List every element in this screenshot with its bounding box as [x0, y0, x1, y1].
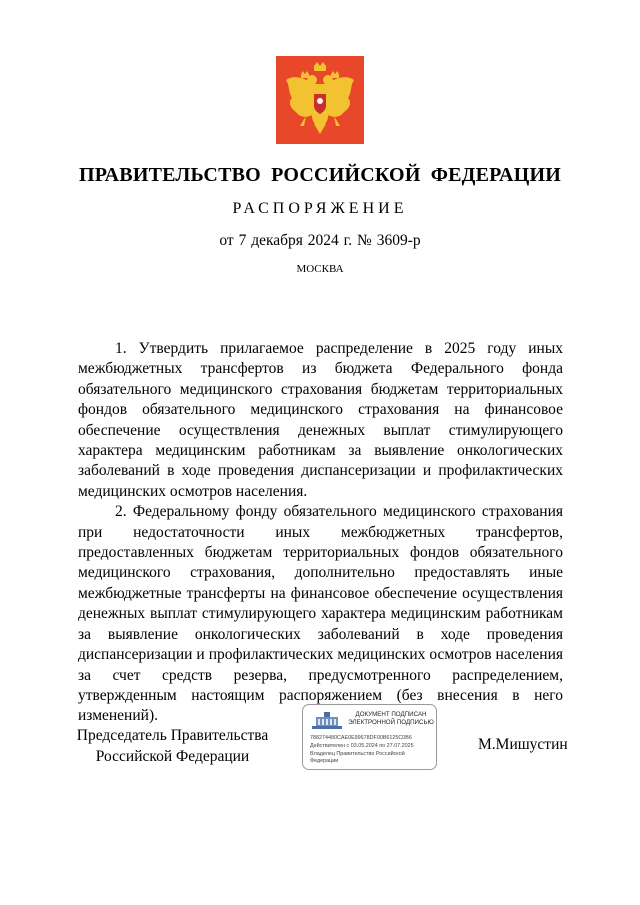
stamp-title: [347, 711, 435, 726]
document-type: РАСПОРЯЖЕНИЕ: [232, 200, 408, 217]
stamp-title-line-2: ЭЛЕКТРОННОЙ ПОДПИСЬЮ: [348, 718, 434, 726]
signatory-position-line-1: Председатель Правительства: [76, 727, 269, 744]
stamp-owner-line-2: Федерации: [310, 758, 339, 764]
paragraph-1: 1. Утвердить прилагаемое распределение в 2025 году иных межбюджетных трансфертов из бюджета Федерального фонда обязательного медицинского страхования бюджетам территориальных фондов обязательного медицинского страхования на финансовое обеспечение осуществления денежных выплат стимулирующего характера медицинским работникам за выявление онкологических заболеваний в ходе проведения диспансеризации и профилактических медицинских осмотров населения.: [78, 340, 563, 500]
stamp-title-line-1: ДОКУМЕНТ ПОДПИСАН: [355, 711, 427, 718]
signatory-position: [75, 725, 270, 767]
government-building-icon: [311, 710, 343, 730]
stamp-certificate: 788274480CAE0E99678DF00B6125C0B6: [310, 735, 412, 741]
signatory-position-line-2: Российской Федерации: [95, 748, 250, 765]
stamp-validity: Действителен с 03.05.2024 по 27.07.2025: [310, 743, 414, 749]
electronic-signature-stamp: [302, 704, 437, 770]
signatory-name: М.Мишустин: [478, 736, 568, 753]
document-body: [78, 339, 563, 727]
document-date-number: от 7 декабря 2024 г. № 3609-р: [219, 232, 421, 249]
coat-of-arms-icon: [276, 56, 364, 144]
stamp-owner-line-1: Владелец Правительство Российской: [310, 751, 405, 757]
document-city: МОСКВА: [296, 263, 344, 275]
organization-title: ПРАВИТЕЛЬСТВО РОССИЙСКОЙ ФЕДЕРАЦИИ: [79, 164, 561, 186]
paragraph-2: 2. Федеральному фонду обязательного медицинского страхования при недостаточности иных межбюджетных трансфертов, предоставленных бюджетам территориальных фондов обязательного медицинского страхования, дополнительно предоставлять иные межбюджетные трансферты на финансовое обеспечение осуществления денежных выплат стимулирующего характера медицинским работникам за выявление онкологических заболеваний в ходе проведения диспансеризации и профилактических медицинских осмотров населения за счет средств резерва, предусмотренного распределением, утвержденным настоящим распоряжением (без внесения в него изменений).: [78, 503, 563, 725]
